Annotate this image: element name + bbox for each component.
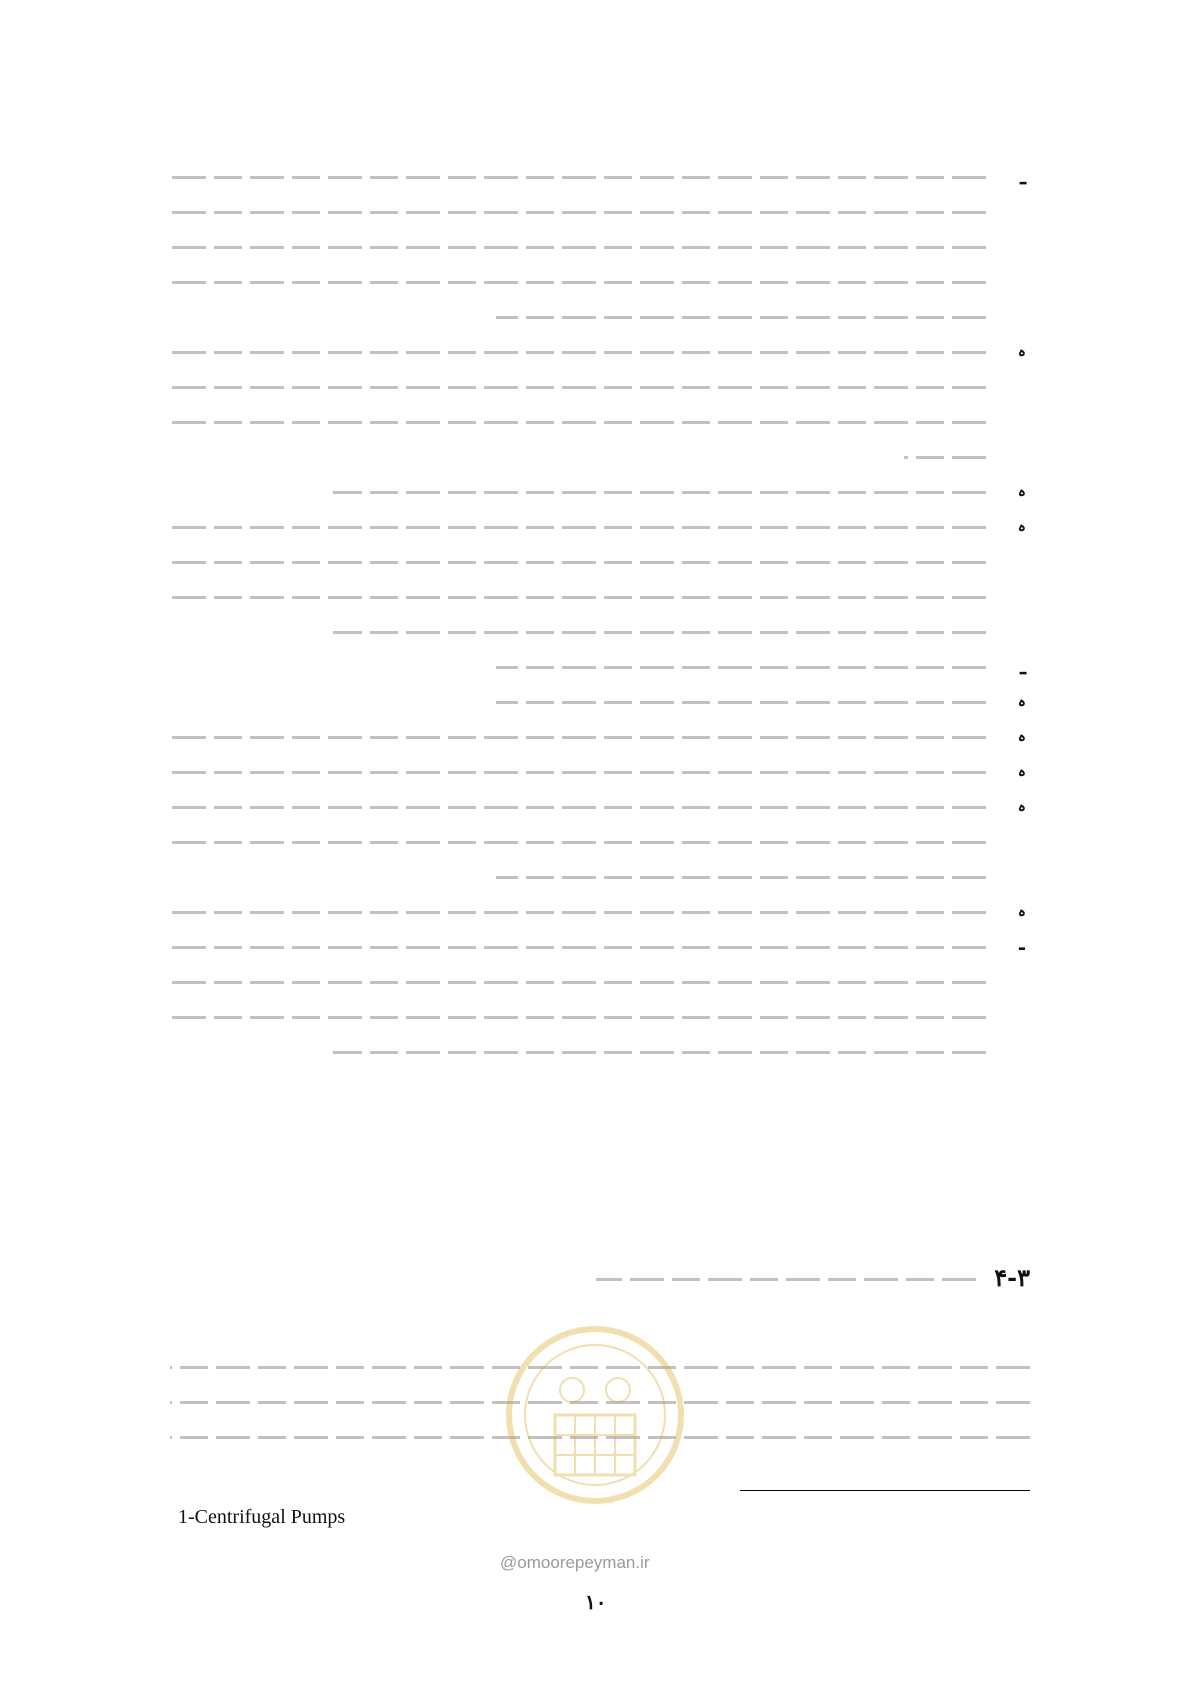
- circle-marker: ہ: [1017, 519, 1026, 535]
- page-number: ۱۰: [585, 1590, 607, 1614]
- list-item: [170, 930, 1030, 1070]
- list-item: [170, 685, 1030, 720]
- list-item: [170, 895, 1030, 930]
- section-number: ۴-۳: [994, 1263, 1030, 1292]
- list-item: [170, 790, 1030, 895]
- list-item: [170, 650, 1030, 685]
- list-item: [170, 335, 1030, 475]
- circle-marker: ہ: [1017, 484, 1026, 500]
- list-item: [170, 755, 1030, 790]
- circle-marker: ہ: [1017, 344, 1026, 360]
- dash-marker: ـ: [1020, 165, 1026, 189]
- thin-dash-marker: -: [1017, 935, 1026, 959]
- section-heading: [596, 1262, 1030, 1292]
- list-item: [170, 475, 1030, 510]
- circle-marker: ہ: [1017, 729, 1026, 745]
- dash-marker: ـ: [1020, 655, 1026, 679]
- footnote: 1-Centrifugal Pumps: [178, 1506, 346, 1528]
- circle-marker: ہ: [1017, 799, 1026, 815]
- watermark-site: @omoorepeyman.ir: [500, 1553, 650, 1572]
- list-item: [170, 510, 1030, 650]
- list-item: [170, 720, 1030, 755]
- footnote-rule: [740, 1490, 1030, 1491]
- bullet-list: [170, 160, 1030, 1070]
- list-item: [170, 160, 1030, 335]
- watermark-seal: [500, 1320, 690, 1540]
- circle-marker: ہ: [1017, 764, 1026, 780]
- circle-marker: ہ: [1017, 904, 1026, 920]
- circle-marker: ہ: [1017, 694, 1026, 710]
